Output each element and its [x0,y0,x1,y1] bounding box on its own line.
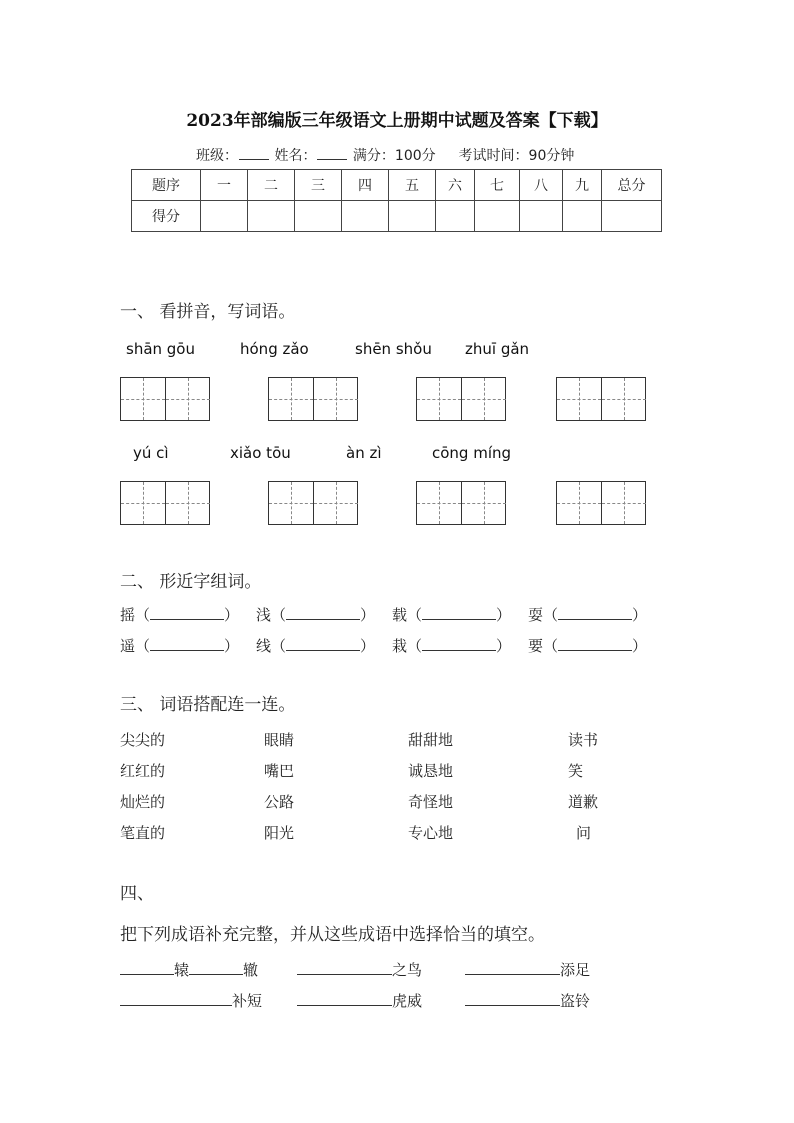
score-cell[interactable] [436,201,475,232]
match-word[interactable]: 灿烂的 [120,793,166,811]
name-label: 姓名： [274,148,317,164]
score-cell[interactable] [389,201,436,232]
char: 载 [392,606,408,624]
writing-grid[interactable] [120,481,210,525]
score-cell[interactable] [201,201,248,232]
pinyin: shān gōu [126,340,195,358]
writing-grid[interactable] [268,481,358,525]
match-word[interactable]: 笔直的 [120,824,166,842]
header-cell: 一 [201,170,248,201]
header-cell: 七 [475,170,520,201]
match-word[interactable]: 眼睛 [264,731,295,749]
pinyin: xiǎo tōu [230,444,291,462]
match-word[interactable]: 读书 [568,731,599,749]
idiom-blank[interactable] [120,991,232,1006]
answer-blank[interactable] [150,605,224,620]
answer-blank[interactable] [422,636,496,651]
header-cell: 六 [436,170,475,201]
page-title: 2023年部编版三年级语文上册期中试题及答案【下载】 [186,111,608,131]
answer-blank[interactable] [286,605,360,620]
header-cell: 总分 [602,170,662,201]
writing-grid[interactable] [556,481,646,525]
match-word[interactable]: 笑 [568,762,584,780]
class-blank[interactable] [239,147,269,160]
char-item: 栽（ ） [392,637,512,655]
char: 线 [256,637,272,655]
pinyin: zhuī gǎn [465,340,530,358]
header-cell: 四 [342,170,389,201]
idiom-blank[interactable] [189,960,243,975]
match-word[interactable]: 嘴巴 [264,762,295,780]
idiom-blank[interactable] [465,991,560,1006]
char-item: 载（ ） [392,606,512,624]
score-cell[interactable] [342,201,389,232]
pinyin: shēn shǒu [355,340,432,358]
score-table-score-row [132,201,662,232]
char-item: 摇（ ） [120,606,240,624]
match-word[interactable]: 专心地 [408,824,454,842]
char-item: 线（ ） [256,637,376,655]
pinyin: hóng zǎo [240,340,309,358]
score-cell[interactable] [295,201,342,232]
answer-blank[interactable] [422,605,496,620]
match-word[interactable]: 阳光 [264,824,295,842]
char-item: 遥（ ） [120,637,240,655]
char-item: 要（ ） [528,637,648,655]
idiom-item: 辕 辙 [120,959,258,980]
pinyin: àn zì [346,444,382,462]
match-word[interactable]: 公路 [264,793,295,811]
idiom-item: 之鸟 [297,959,422,980]
char: 浅 [256,606,272,624]
header-cell: 九 [563,170,602,201]
section-1-heading: 一、 看拼音，写词语。 [120,302,296,322]
section-3-heading: 三、 词语搭配连一连。 [120,695,296,715]
char: 栽 [392,637,408,655]
char: 遥 [120,637,136,655]
char-item: 浅（ ） [256,606,376,624]
header-cell: 八 [520,170,563,201]
writing-grid[interactable] [268,377,358,421]
idiom-blank[interactable] [120,960,174,975]
idiom-blank[interactable] [297,960,392,975]
writing-grid[interactable] [416,377,506,421]
match-word[interactable]: 尖尖的 [120,731,166,749]
answer-blank[interactable] [558,605,632,620]
score-cell[interactable] [602,201,662,232]
score-cell[interactable] [520,201,563,232]
writing-grid[interactable] [416,481,506,525]
pinyin: cōng míng [432,444,512,462]
score-cell[interactable] [248,201,295,232]
char: 摇 [120,606,136,624]
char: 耍 [528,606,544,624]
full-score: 满分：100分 [352,148,436,164]
score-table [131,169,662,232]
match-word[interactable]: 奇怪地 [408,793,454,811]
score-table-header-row [132,170,662,201]
writing-grid[interactable] [120,377,210,421]
writing-grid[interactable] [556,377,646,421]
match-word[interactable]: 问 [576,824,592,842]
name-blank[interactable] [317,147,347,160]
score-row-label: 得分 [132,201,201,232]
score-cell[interactable] [563,201,602,232]
idiom-blank[interactable] [465,960,560,975]
section-4-heading: 四、 [120,884,154,904]
idiom-blank[interactable] [297,991,392,1006]
header-cell: 三 [295,170,342,201]
match-word[interactable]: 诚恳地 [408,762,454,780]
section-2-heading: 二、 形近字组词。 [120,572,262,592]
char-item: 耍（ ） [528,606,648,624]
answer-blank[interactable] [286,636,360,651]
exam-time: 考试时间：90分钟 [458,148,575,164]
score-cell[interactable] [475,201,520,232]
idiom-item: 添足 [465,959,590,980]
class-label: 班级： [196,148,238,164]
char: 要 [528,637,544,655]
answer-blank[interactable] [558,636,632,651]
header-cell: 五 [389,170,436,201]
idiom-item: 补短 [120,990,262,1011]
header-cell: 题序 [132,170,201,201]
idiom-item: 虎威 [297,990,422,1011]
answer-blank[interactable] [150,636,224,651]
section-4-instruction: 把下列成语补充完整，并从这些成语中选择恰当的填空。 [120,925,545,945]
match-word[interactable]: 甜甜地 [408,731,454,749]
idiom-item: 盗铃 [465,990,590,1011]
header-cell: 二 [248,170,295,201]
exam-info [196,145,574,165]
match-word[interactable]: 红红的 [120,762,166,780]
pinyin: yú cì [133,444,169,462]
match-word[interactable]: 道歉 [568,793,599,811]
